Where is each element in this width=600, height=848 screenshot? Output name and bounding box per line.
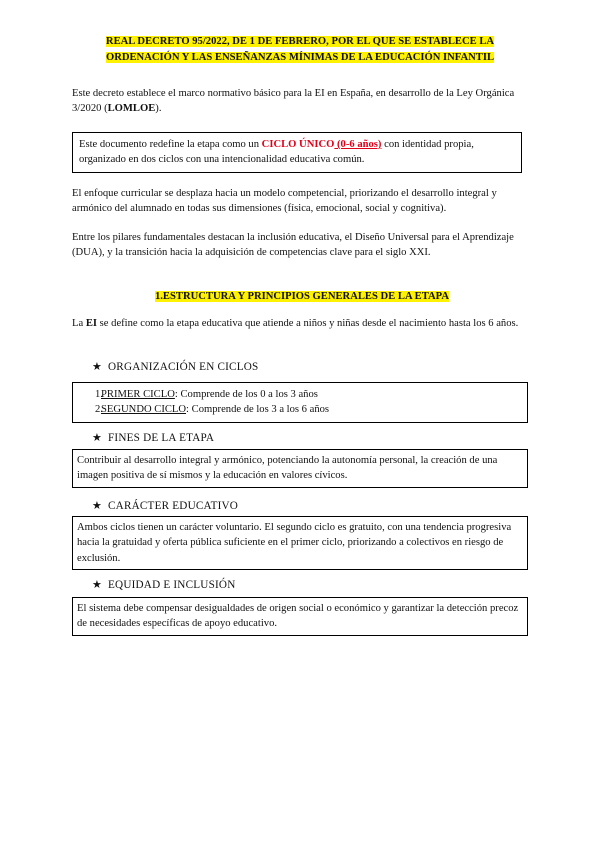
subheading-organizacion — [92, 359, 258, 375]
ciclo-unico-range: (0-6 años) — [334, 139, 382, 150]
star-icon: ★ — [92, 500, 103, 512]
intro-bold: LOMLOE — [107, 103, 156, 115]
ciclo-item-1 — [77, 387, 523, 402]
ciclo-name: SEGUNDO CICLO — [101, 404, 187, 416]
ciclos-list — [77, 387, 523, 418]
fines-box: Contribuir al desarrollo integral y armónico, potenciando la autonomía personal, la creación de una imagen positiva de sí mismos y la educación en valores cívicos. — [72, 449, 528, 488]
intro-text: Este decreto establece el marco normativo básico para la EI en España, en desarrollo de la Ley Orgánica 3/2020 ( — [72, 88, 515, 115]
box1-post: con identidad propia, organizado en dos ciclos con una intencionalidad educativa común. — [79, 139, 474, 166]
curricular-paragraph: El enfoque curricular se desplaza hacia un modelo competencial, priorizando el desarrollo integral y armónico del alumnado en todas sus dimensiones (física, emocional, social y cognitiva). — [72, 188, 497, 215]
title-line-1: REAL DECRETO 95/2022, DE 1 DE FEBRERO, POR EL QUE SE ESTABLECE LA — [105, 36, 495, 47]
subheading-caracter — [92, 498, 238, 514]
subheading-caracter-text: CARÁCTER EDUCATIVO — [108, 500, 239, 512]
ciclos-box — [72, 382, 528, 423]
ciclo-num: 2. — [95, 404, 103, 416]
document-title — [70, 34, 530, 66]
caracter-box: Ambos ciclos tienen un carácter voluntario. El segundo ciclo es gratuito, con una tendencia progresiva hacia la gratuidad y oferta pública suficiente en el primer ciclo, priorizando a colectivos en riesgo de exclusión. — [72, 516, 528, 570]
title-line-2: ORDENACIÓN Y LAS ENSEÑANZAS MÍNIMAS DE LA EDUCACIÓN INFANTIL — [105, 51, 495, 63]
subheading-equidad — [92, 577, 235, 593]
ciclo-num: 1. — [95, 389, 103, 400]
section-heading — [72, 289, 532, 304]
section-heading-text: 1.ESTRUCTURA Y PRINCIPIOS GENERALES DE LA ETAPA — [154, 291, 450, 302]
star-icon: ★ — [92, 579, 103, 591]
ciclo-desc: : Comprende de los 3 a los 6 años — [186, 404, 330, 416]
equidad-box: El sistema debe compensar desigualdades de origen social o económico y garantizar la detección precoz de necesidades específicas de apoyo educativo. — [72, 597, 528, 636]
star-icon: ★ — [92, 361, 103, 373]
ei-pre: La — [72, 318, 86, 329]
ei-bold: EI — [85, 318, 98, 329]
ei-definition-paragraph — [72, 316, 532, 331]
intro-paragraph — [72, 86, 532, 117]
ciclo-unico-box — [72, 132, 522, 173]
box1-pre: Este documento redefine la etapa como un — [79, 139, 262, 150]
ciclo-name: PRIMER CICLO — [101, 389, 175, 400]
ciclo-unico-text: CICLO ÚNICO — [261, 139, 335, 150]
ciclo-desc: : Comprende de los 0 a los 3 años — [174, 389, 318, 400]
ei-post: se define como la etapa educativa que atiende a niños y niñas desde el nacimiento hasta los 6 años. — [97, 318, 519, 329]
subheading-fines — [92, 430, 214, 446]
star-icon: ★ — [92, 432, 103, 444]
ciclo-item-2 — [77, 402, 523, 417]
pilares-paragraph: Entre los pilares fundamentales destacan la inclusión educativa, el Diseño Universal para el Aprendizaje (DUA), y la transición hacia la adquisición de competencias clave para el siglo XXI. — [72, 232, 514, 259]
subheading-organizacion-text: ORGANIZACIÓN EN CICLOS — [108, 361, 259, 373]
intro-end: ). — [155, 103, 162, 115]
subheading-fines-text: FINES DE LA ETAPA — [108, 432, 215, 444]
subheading-equidad-text: EQUIDAD E INCLUSIÓN — [108, 579, 236, 591]
